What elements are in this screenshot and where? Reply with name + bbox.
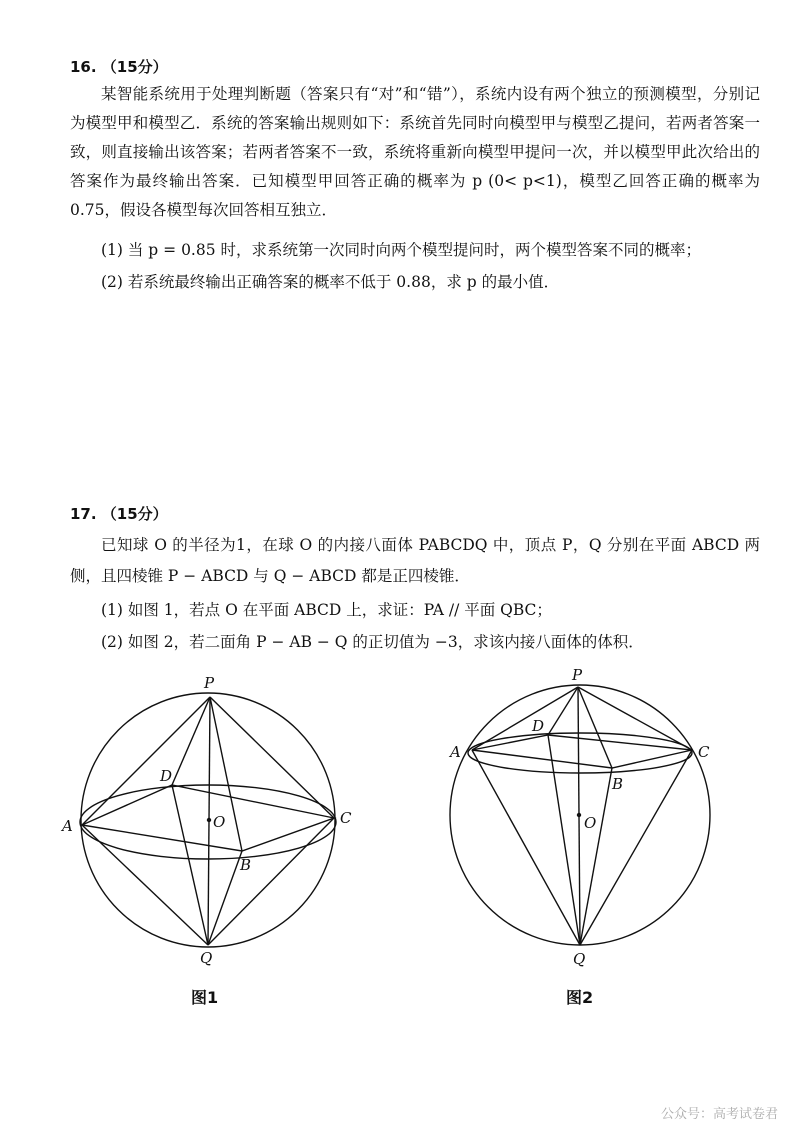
fig2-center-point (577, 813, 581, 817)
fig2-square-abcd (472, 735, 692, 768)
q16-part1: (1) 当 p = 0.85 时，求系统第一次同时向两个模型提问时，两个模型答案不同的概率； (101, 241, 702, 259)
q17-header: 17. （15分） (70, 505, 168, 523)
fig2-label-o: O (584, 814, 597, 832)
fig2-label-b: B (612, 775, 624, 793)
q16-body: 某智能系统用于处理判断题（答案只有“对”和“错”），系统内设有两个独立的预测模型，分别记为模型甲和模型乙．系统的答案输出规则如下：系统首先同时向模型甲与模型乙提问，若两者答案一致，则直接输出该答案；若两者答案不一致，系统将重新向模型甲提问一次，并以模型甲此次给出的答案作为最终输出答案．已知模型甲回答正确的概率为 p (0< p<1)，模型乙回答正确的概率为0.75，假设各模型每次回答相互独立． (70, 85, 760, 219)
figure-1 (60, 665, 370, 975)
fig2-label-p: P (572, 666, 583, 684)
fig1-label-b: B (240, 856, 252, 874)
fig2-label-q: Q (573, 950, 586, 968)
fig2-caption: 图2 (566, 988, 594, 1007)
fig1-label-p: P (204, 674, 215, 692)
fig1-center-point (207, 818, 211, 822)
q17-part2: (2) 如图 2，若二面角 P − AB − Q 的正切值为 −3，求该内接八面体的体积． (101, 633, 644, 651)
fig2-label-c: C (698, 743, 710, 761)
fig2-label-a: A (450, 743, 461, 761)
fig1-equator (80, 785, 336, 859)
watermark: 公众号：高考试卷君 (660, 1107, 778, 1122)
fig1-label-a: A (62, 817, 73, 835)
fig1-label-c: C (340, 809, 352, 827)
q16-part2: (2) 若系统最终输出正确答案的概率不低于 0.88，求 p 的最小值． (101, 273, 560, 291)
fig2-label-d: D (532, 717, 545, 735)
q17-part1: (1) 如图 1，若点 O 在平面 ABCD 上，求证：PA // 平面 QBC； (101, 601, 552, 619)
fig1-label-q: Q (200, 949, 213, 967)
q16-header: 16. （15分） (70, 58, 168, 76)
figure-2 (440, 665, 740, 975)
fig1-label-o: O (213, 813, 226, 831)
fig1-caption: 图1 (191, 988, 219, 1007)
q17-body: 已知球 O 的半径为1，在球 O 的内接八面体 PABCDQ 中，顶点 P，Q 分别在平面 ABCD 两侧，且四棱锥 P − ABCD 与 Q − ABCD 都是正四棱锥． (70, 536, 760, 585)
fig1-label-d: D (160, 767, 173, 785)
